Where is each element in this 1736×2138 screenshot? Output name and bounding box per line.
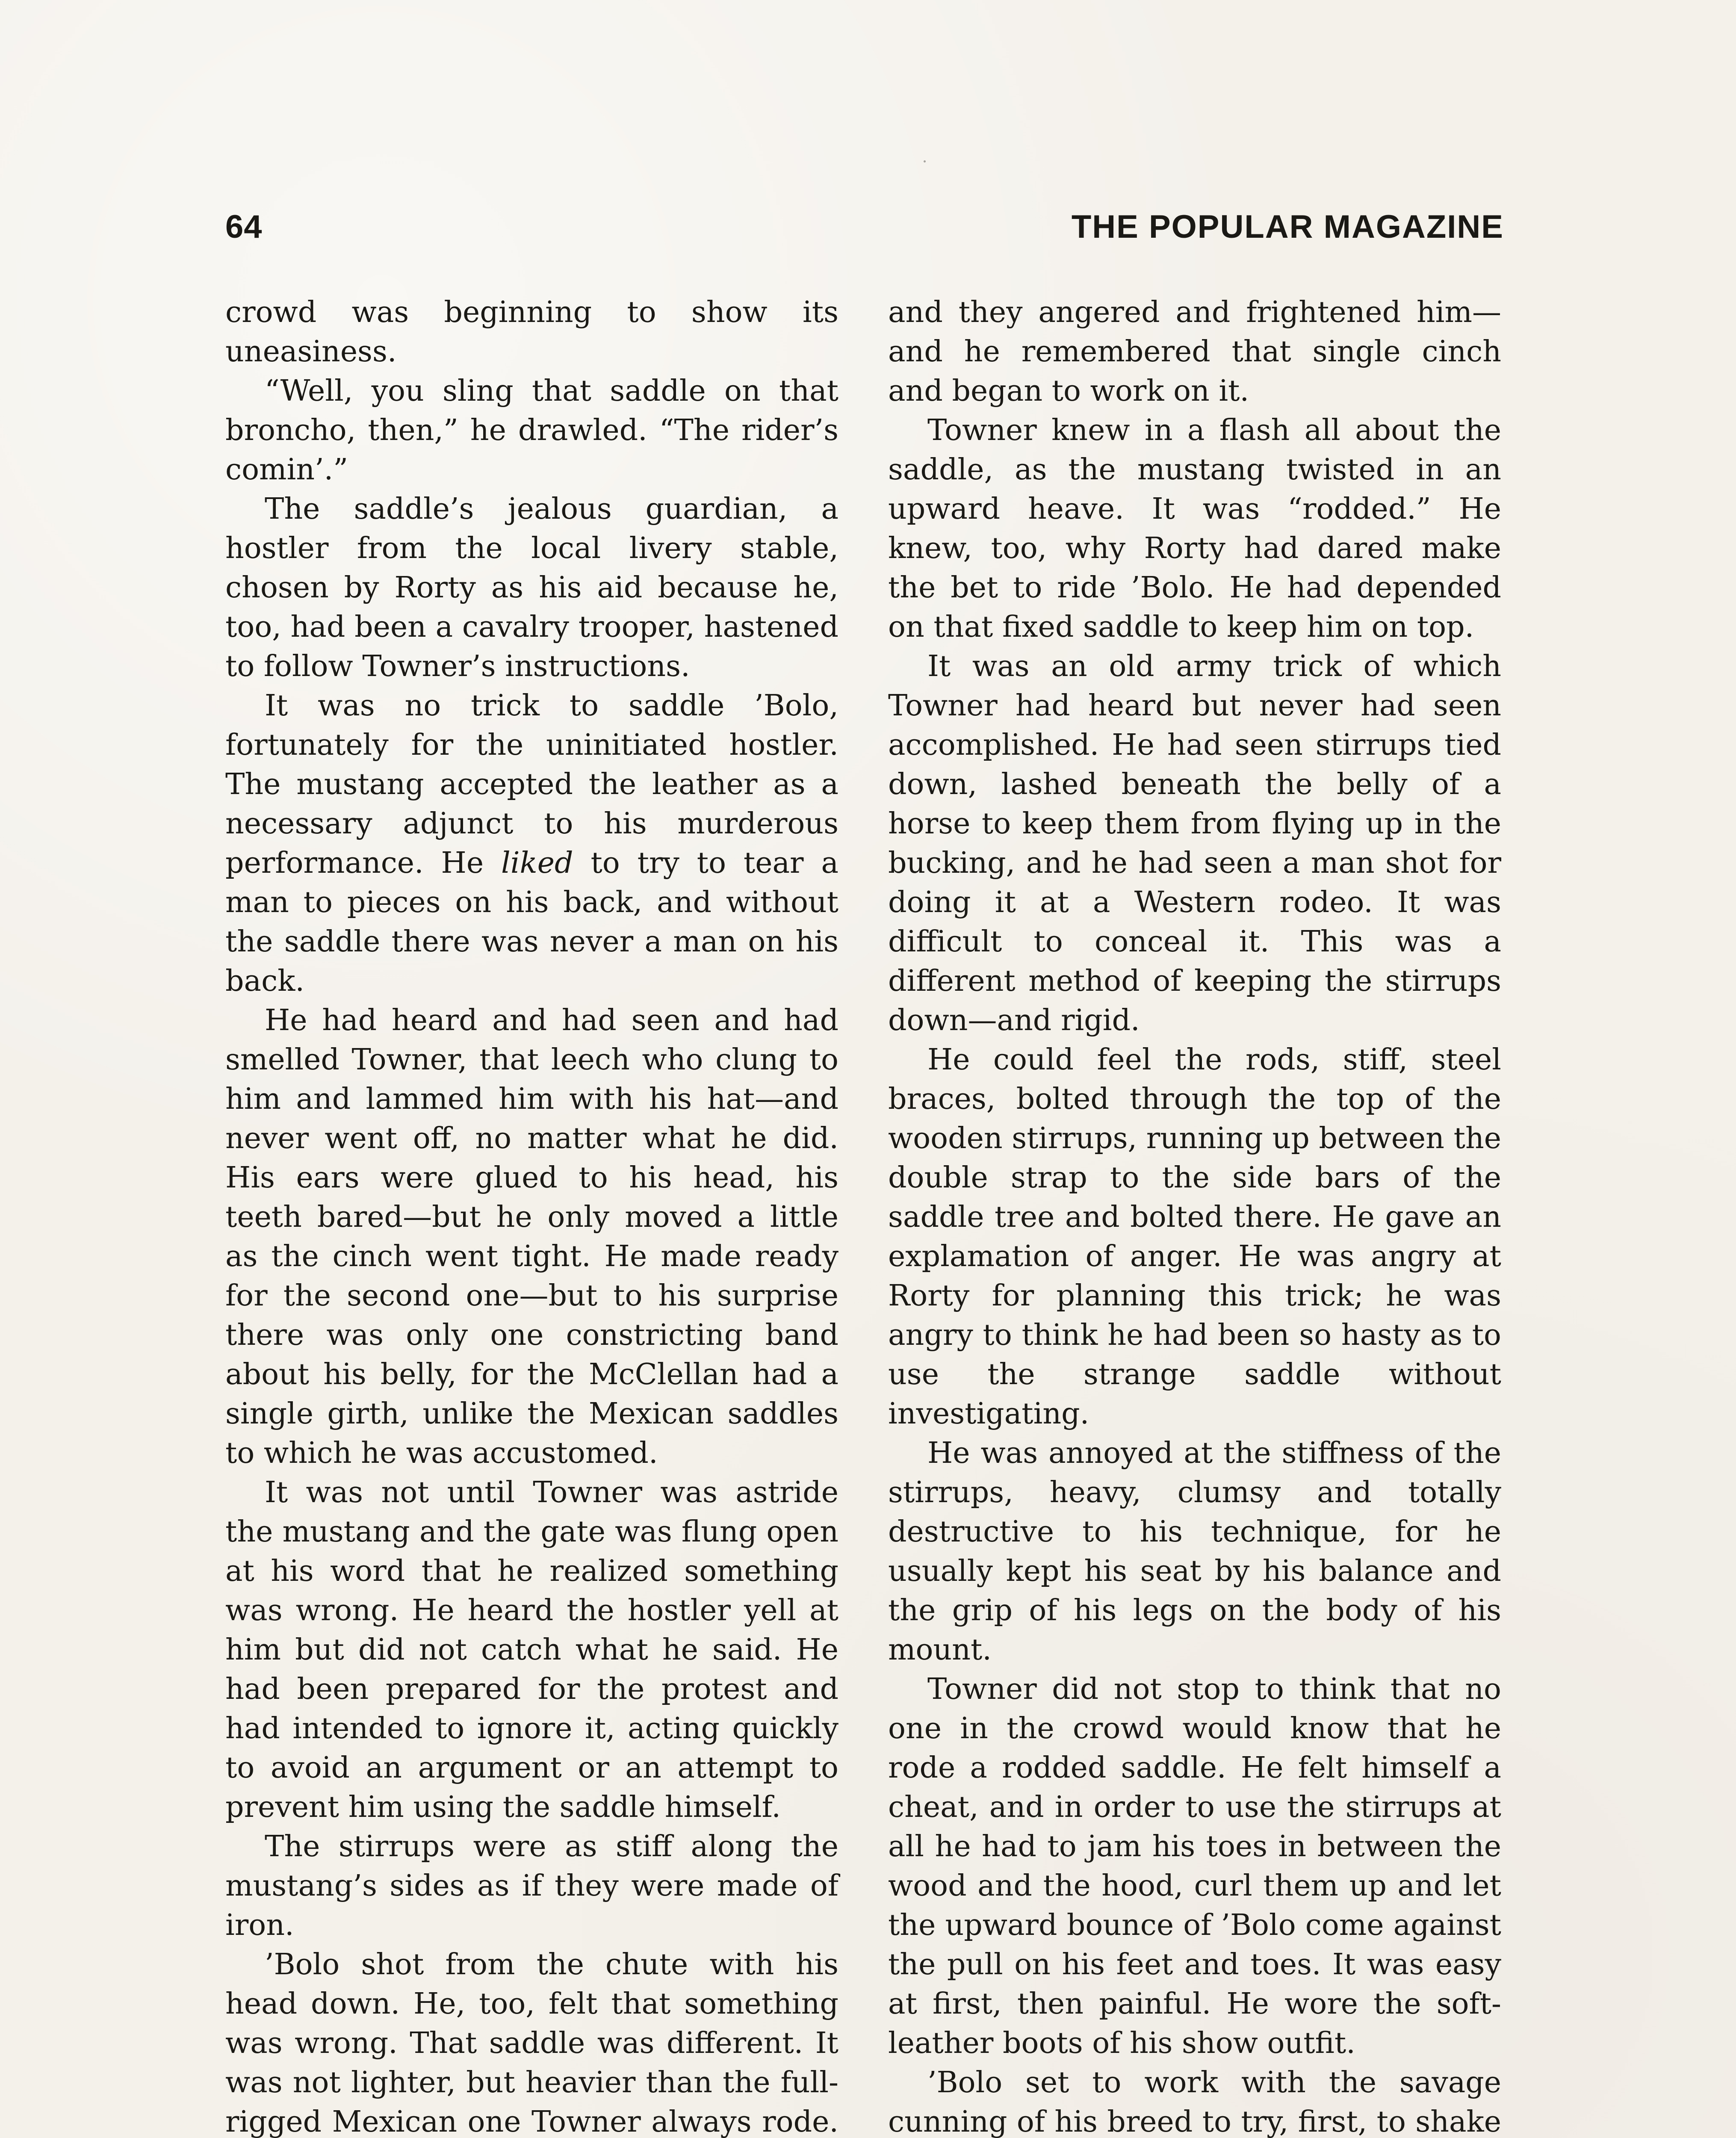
right-paragraph-5: He was annoyed at the stiffness of the stirrups, heavy, clumsy and totally destructive to his technique, for he usually kept his seat by his balance and the grip of his legs on the body of his mount. xyxy=(888,1436,1501,1667)
left-paragraph-5: He had heard and had seen and had smelled Towner, that leech who clung to him and lammed him with his hat—and never went off, no matter what he did. His ears were glued to his head, his teeth bared—but he only moved a little as the cinch went tight. He made ready for the second one—but to his surprise there was only one constricting band about his belly, for the McClellan had a single girth, unlike the Mexican saddles to which he was accustomed. xyxy=(225,1004,838,1470)
right-text-column xyxy=(888,293,1501,2138)
left-paragraph-7: The stirrups were as stiff along the mustang’s sides as if they were made of iron. xyxy=(225,1830,838,1942)
left-text-column xyxy=(225,293,838,2138)
print-speck xyxy=(924,160,926,162)
left-paragraph-2: “Well, you sling that saddle on that broncho, then,” he drawled. “The rider’s comin’.” xyxy=(225,374,838,487)
right-paragraph-7: ’Bolo set to work with the savage cunning of his breed to try, first, to shake xyxy=(888,2066,1501,2138)
left-paragraph-4-text-b: to try to tear a man to pieces on his back, and without the saddle there was never a man on his back. xyxy=(225,846,839,998)
page-number: 64 xyxy=(225,209,263,245)
right-paragraph-6: Towner did not stop to think that no one in the crowd would know that he rode a rodded saddle. He felt himself a cheat, and in order to use the stirrups at all he had to jam his toes in between the wood and the hood, curl them up and let the upward bounce of ’Bolo come against the pull on his feet and toes. It was easy at first, then painful. He wore the soft-leather boots of his show outfit. xyxy=(888,1672,1501,2060)
right-paragraph-1: and they angered and frightened him—and he remembered that single cinch and began to work on it. xyxy=(888,295,1501,408)
left-paragraph-4-text-a: It was no trick to saddle ’Bolo, fortunately for the uninitiated hostler. The mustang accepted the leather as a necessary adjunct to his murderous performance. He xyxy=(225,689,838,880)
running-head: THE POPULAR MAGAZINE xyxy=(1071,209,1504,245)
left-paragraph-1: crowd was beginning to show its uneasiness. xyxy=(225,295,838,369)
page-header xyxy=(225,211,1504,271)
right-paragraph-4: He could feel the rods, stiff, steel braces, bolted through the top of the wooden stirrups, running up between the double strap to the side bars of the saddle tree and bolted there. He gave an explamation of anger. He was angry at Rorty for planning this trick; he was angry to think he had been so hasty as to use the strange saddle without investigating. xyxy=(888,1043,1501,1431)
right-paragraph-2: Towner knew in a flash all about the saddle, as the mustang twisted in an upward heave. It was “rodded.” He knew, too, why Rorty had dared make the bet to ride ’Bolo. He had depended on that fixed saddle to keep him on top. xyxy=(888,413,1501,644)
left-paragraph-8: ’Bolo shot from the chute with his head down. He, too, felt that something was wrong. That saddle was different. It was not lighter, but heavier than the full-rigged Mexican one Towner always rode. xyxy=(225,1948,838,2138)
right-paragraph-3: It was an old army trick of which Towner had heard but never had seen accomplished. He had seen stirrups tied down, lashed beneath the belly of a horse to keep them from flying up in the bucking, and he had seen a man shot for doing it at a Western rodeo. It was difficult to conceal it. This was a different method of keeping the stirrups down—and rigid. xyxy=(888,650,1501,1037)
left-paragraph-6: It was not until Towner was astride the mustang and the gate was flung open at his word that he realized something was wrong. He heard the hostler yell at him but did not catch what he said. He had been prepared for the protest and had intended to ignore it, acting quickly to avoid an argument or an attempt to prevent him using the saddle himself. xyxy=(225,1476,838,1824)
left-paragraph-4 xyxy=(225,686,838,1001)
left-paragraph-3: The saddle’s jealous guardian, a hostler from the local livery stable, chosen by Rorty as his aid because he, too, had been a cavalry trooper, hastened to follow Towner’s instructions. xyxy=(225,492,838,683)
italic-word: liked xyxy=(501,846,573,880)
